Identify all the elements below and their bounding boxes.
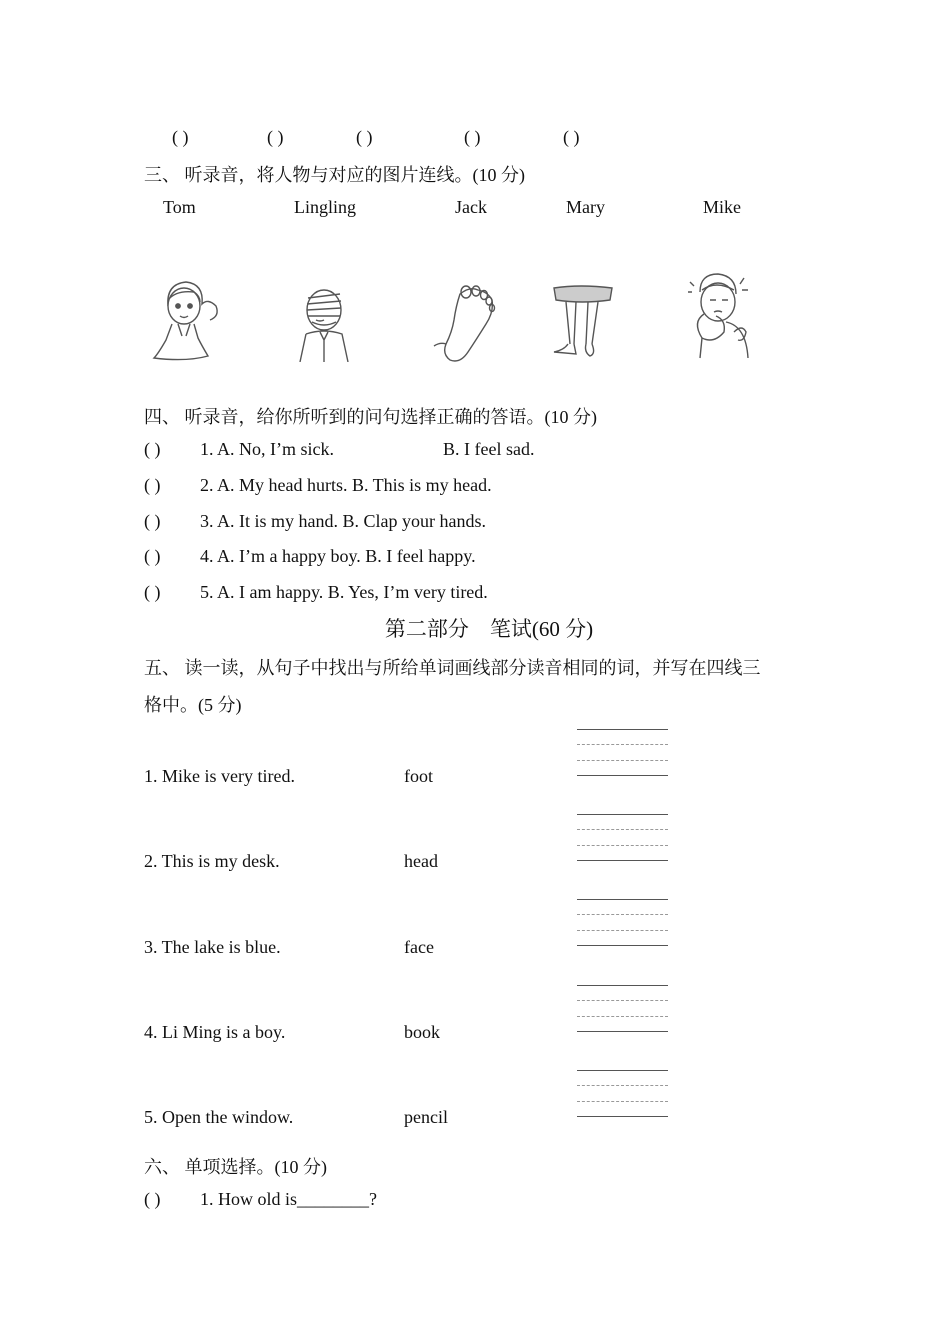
sentence: 3. The lake is blue. <box>144 937 281 957</box>
legs-picture <box>550 284 614 362</box>
name-mary: Mary <box>566 197 605 217</box>
given-word: book <box>404 1022 440 1042</box>
section3-heading: 三、 听录音，将人物与对应的图片连线。(10 分) <box>144 165 525 185</box>
four-line-grid[interactable] <box>577 814 668 862</box>
foot-picture <box>430 282 498 364</box>
sick-boy-picture <box>686 272 756 362</box>
sentence: 5. Open the window. <box>144 1107 294 1127</box>
given-word: head <box>404 851 438 871</box>
question-row <box>144 439 334 460</box>
name-lingling: Lingling <box>294 197 356 217</box>
answer-paren[interactable]: ( ) <box>144 1189 161 1209</box>
question-text: 2. A. My head hurts. B. This is my head. <box>200 475 492 495</box>
question-text: 4. A. I’m a happy boy. B. I feel happy. <box>200 546 476 566</box>
answer-paren[interactable]: ( ) <box>563 127 580 147</box>
four-line-grid[interactable] <box>577 899 668 947</box>
sentence: 2. This is my desk. <box>144 851 280 871</box>
answer-paren[interactable]: ( ) <box>172 127 189 147</box>
answer-paren[interactable]: ( ) <box>144 439 161 459</box>
answer-paren[interactable]: ( ) <box>144 511 161 531</box>
sentence: 1. Mike is very tired. <box>144 766 295 786</box>
section5-heading-line2: 格中。(5 分) <box>144 695 242 715</box>
question-text: 5. A. I am happy. B. Yes, I’m very tired. <box>200 582 488 602</box>
name-mike: Mike <box>703 197 741 217</box>
answer-paren[interactable]: ( ) <box>464 127 481 147</box>
name-tom: Tom <box>163 197 196 217</box>
answer-paren[interactable]: ( ) <box>144 546 161 566</box>
answer-paren[interactable]: ( ) <box>144 582 161 602</box>
bandaged-boy-picture <box>292 284 356 362</box>
section6-heading: 六、 单项选择。(10 分) <box>144 1157 327 1177</box>
question-row <box>144 475 492 496</box>
given-word: pencil <box>404 1107 448 1127</box>
question-row <box>144 1189 377 1210</box>
question-row <box>144 511 486 532</box>
section4-heading: 四、 听录音，给你所听到的问句选择正确的答语。(10 分) <box>144 407 597 427</box>
section5-heading-line1: 五、 读一读，从句子中找出与所给单词画线部分读音相同的词，并写在四线三 <box>144 658 761 678</box>
four-line-grid[interactable] <box>577 985 668 1033</box>
name-jack: Jack <box>455 197 487 217</box>
given-word: foot <box>404 766 433 786</box>
option-b: B. I feel sad. <box>443 439 535 459</box>
sentence: 4. Li Ming is a boy. <box>144 1022 286 1042</box>
part2-title: 第二部分 笔试(60 分) <box>384 617 594 641</box>
question-row <box>144 546 476 567</box>
answer-paren[interactable]: ( ) <box>356 127 373 147</box>
question-text: 3. A. It is my hand. B. Clap your hands. <box>200 511 486 531</box>
answer-paren[interactable]: ( ) <box>267 127 284 147</box>
answer-paren[interactable]: ( ) <box>144 475 161 495</box>
question-text: 1. How old is________? <box>200 1189 377 1209</box>
question-row <box>144 582 488 603</box>
question-text: 1. A. No, I’m sick. <box>200 439 334 459</box>
given-word: face <box>404 937 434 957</box>
girl-picture <box>146 276 226 362</box>
four-line-grid[interactable] <box>577 729 668 777</box>
four-line-grid[interactable] <box>577 1070 668 1118</box>
